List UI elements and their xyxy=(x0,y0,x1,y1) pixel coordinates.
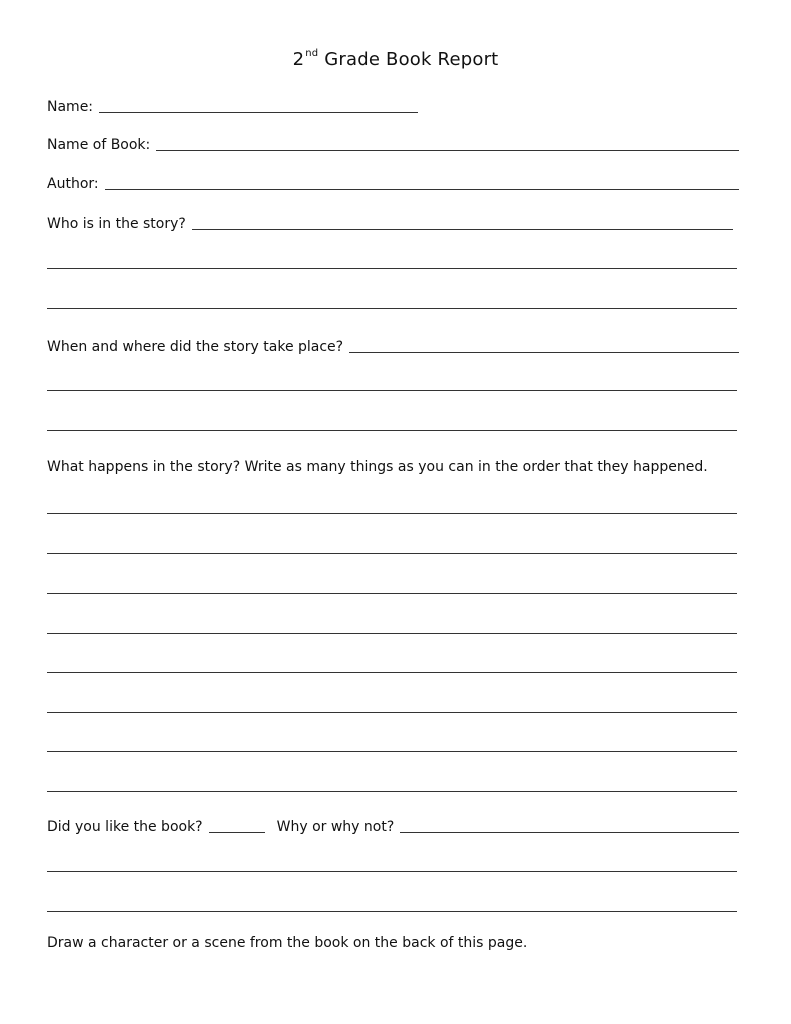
who-answer-line-1[interactable] xyxy=(47,268,737,269)
when-where-label: When and where did the story take place? xyxy=(47,339,344,355)
book-name-row xyxy=(47,132,739,154)
what-happens-line-3[interactable] xyxy=(47,593,737,594)
author-line[interactable] xyxy=(105,189,739,190)
liked-row xyxy=(47,814,739,836)
liked-line[interactable] xyxy=(209,832,265,833)
page-title xyxy=(0,48,791,70)
why-answer-line-2[interactable] xyxy=(47,911,737,912)
why-line[interactable] xyxy=(400,832,739,833)
what-happens-line-2[interactable] xyxy=(47,553,737,554)
what-happens-line-7[interactable] xyxy=(47,751,737,752)
title-ordinal-suffix: nd xyxy=(305,48,319,59)
book-name-label: Name of Book: xyxy=(47,137,151,153)
what-happens-line-6[interactable] xyxy=(47,712,737,713)
why-answer-line-1[interactable] xyxy=(47,871,737,872)
when-where-row xyxy=(47,334,739,356)
name-row xyxy=(47,94,418,116)
what-happens-line-5[interactable] xyxy=(47,672,737,673)
author-label: Author: xyxy=(47,176,99,192)
when-where-answer-line-1[interactable] xyxy=(47,390,737,391)
draw-instruction: Draw a character or a scene from the book on the back of this page. xyxy=(47,935,528,951)
who-line[interactable] xyxy=(192,229,733,230)
when-where-answer-line-2[interactable] xyxy=(47,430,737,431)
what-happens-label: What happens in the story? Write as many things as you can in the order that they happened. xyxy=(47,459,708,475)
what-happens-line-1[interactable] xyxy=(47,513,737,514)
why-label: Why or why not? xyxy=(276,819,395,835)
title-text: Grade Book Report xyxy=(324,49,499,70)
author-row xyxy=(47,171,739,193)
name-label: Name: xyxy=(47,99,94,115)
what-happens-line-8[interactable] xyxy=(47,791,737,792)
who-answer-line-2[interactable] xyxy=(47,308,737,309)
what-happens-line-4[interactable] xyxy=(47,633,737,634)
title-ordinal: 2 xyxy=(292,49,305,70)
name-line[interactable] xyxy=(99,112,418,113)
when-where-line[interactable] xyxy=(349,352,739,353)
who-label: Who is in the story? xyxy=(47,216,186,232)
who-row xyxy=(47,211,733,233)
book-name-line[interactable] xyxy=(156,150,739,151)
liked-label: Did you like the book? xyxy=(47,819,203,835)
